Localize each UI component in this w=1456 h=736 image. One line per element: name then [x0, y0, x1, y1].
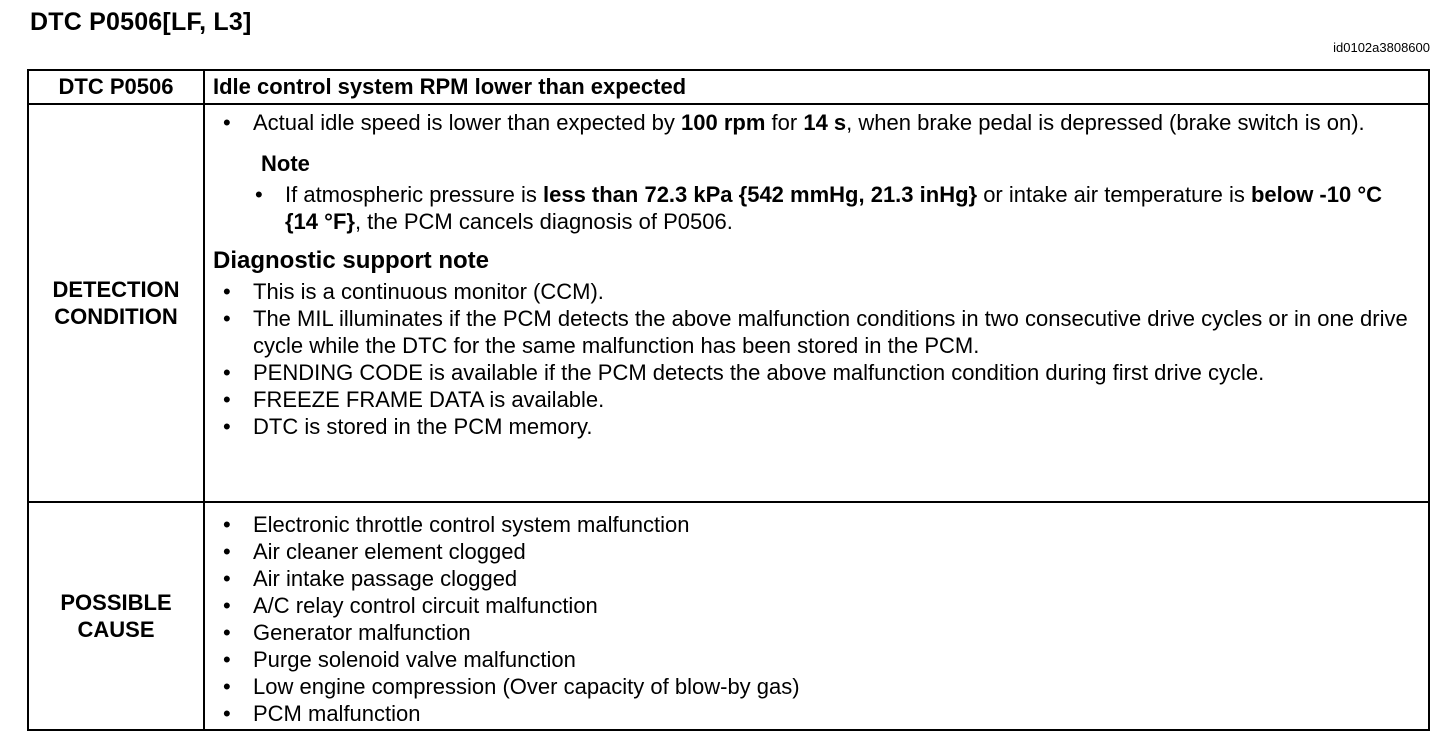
table-header-row — [28, 70, 1429, 104]
support-item: • DTC is stored in the PCM memory. — [205, 413, 1418, 440]
note-item: • If atmospheric pressure is less than 72.3 kPa {542 mmHg, 21.3 inHg} or intake air temperature is below -10 °C {14 °F}, the PCM cancels diagnosis of P0506. — [261, 181, 1418, 235]
cause-item: • Purge solenoid valve malfunction — [205, 646, 1418, 673]
support-item: • PENDING CODE is available if the PCM detects the above malfunction condition during first drive cycle. — [205, 359, 1418, 386]
diagnostic-support-title: Diagnostic support note — [213, 247, 489, 274]
detection-condition-row — [28, 104, 1429, 502]
note-title: Note — [261, 151, 310, 176]
cause-item: • Generator malfunction — [205, 619, 1418, 646]
cause-label-line1: POSSIBLE — [60, 590, 172, 615]
detection-label-line2: CONDITION — [54, 304, 178, 329]
possible-cause-row — [28, 502, 1429, 730]
page-title: DTC P0506[LF, L3] — [30, 8, 252, 36]
support-list — [205, 278, 1418, 440]
support-item: • FREEZE FRAME DATA is available. — [205, 386, 1418, 413]
possible-cause-label — [28, 502, 204, 730]
detection-list — [205, 109, 1418, 136]
note-block — [261, 150, 1418, 235]
cause-item: • Air intake passage clogged — [205, 565, 1418, 592]
detection-item: • Actual idle speed is lower than expected by 100 rpm for 14 s, when brake pedal is depressed (brake switch is on). — [205, 109, 1418, 136]
dtc-code-cell: DTC P0506 — [28, 70, 204, 104]
possible-cause-content — [204, 502, 1429, 730]
support-item: • The MIL illuminates if the PCM detects the above malfunction conditions in two consecutive drive cycles or in one drive cycle while the DTC for the same malfunction has been stored in the PCM. — [205, 305, 1418, 359]
cause-label-line2: CAUSE — [77, 617, 155, 642]
note-list — [261, 181, 1418, 235]
cause-item: • PCM malfunction — [205, 700, 1418, 727]
cause-item: • Air cleaner element clogged — [205, 538, 1418, 565]
support-item: • This is a continuous monitor (CCM). — [205, 278, 1418, 305]
dtc-description-cell: Idle control system RPM lower than expected — [204, 70, 1429, 104]
detection-label-line1: DETECTION — [52, 277, 180, 302]
cause-item: • Electronic throttle control system malfunction — [205, 511, 1418, 538]
dtc-table — [27, 69, 1430, 731]
detection-condition-content — [204, 104, 1429, 502]
cause-item: • Low engine compression (Over capacity of blow-by gas) — [205, 673, 1418, 700]
document-id: id0102a3808600 — [1333, 40, 1430, 55]
detection-condition-label — [28, 104, 204, 502]
cause-item: • A/C relay control circuit malfunction — [205, 592, 1418, 619]
cause-list — [205, 511, 1418, 727]
